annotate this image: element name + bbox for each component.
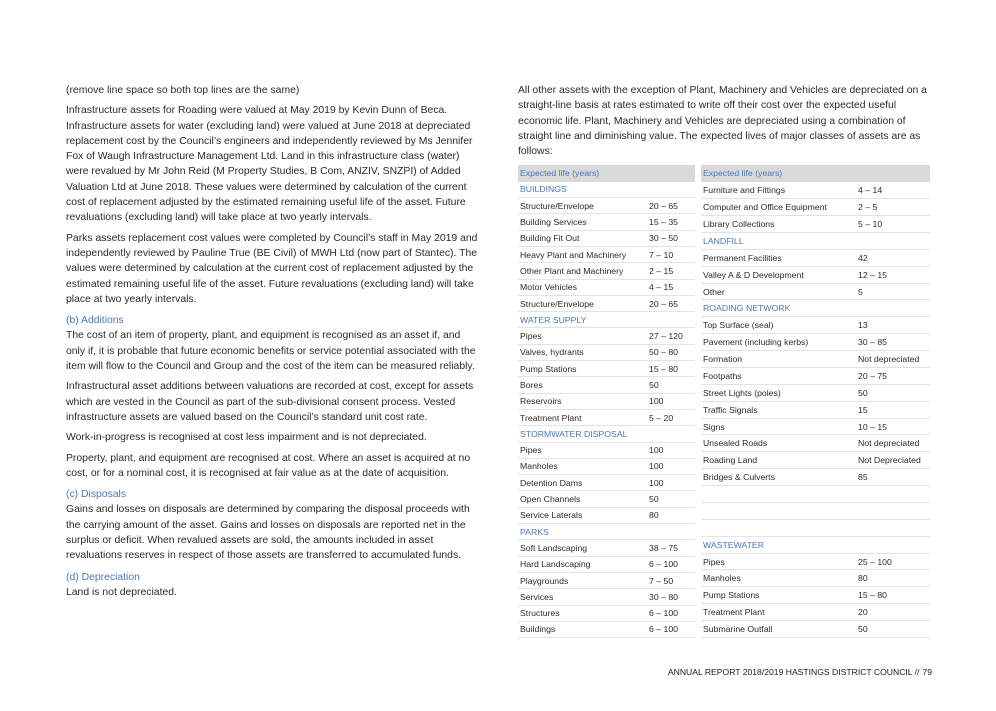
asset-class: Library Collections <box>701 216 856 233</box>
asset-class: Furniture and Fittings <box>701 182 856 199</box>
table-row <box>518 540 695 556</box>
asset-class: Computer and Office Equipment <box>701 199 856 216</box>
asset-life-table-left <box>518 165 695 638</box>
asset-class: Top Surface (seal) <box>701 317 856 334</box>
expected-life-value: 20 – 75 <box>856 367 930 384</box>
expected-life-value: 50 <box>647 491 695 507</box>
asset-class: Building Services <box>518 214 647 230</box>
asset-class: Submarine Outfall <box>701 621 856 638</box>
table-row <box>518 556 695 572</box>
expected-life-value: 27 – 120 <box>647 328 695 344</box>
section-heading: WATER SUPPLY <box>518 312 647 328</box>
paragraph-additions-4: Property, plant, and equipment are recognised at cost. Where an asset is acquired at no cost, or for a nominal cost, it is recognised at fair value as at the date of acquisition. <box>66 452 471 479</box>
expected-life-value: 6 – 100 <box>647 605 695 621</box>
table-row <box>518 475 695 491</box>
expected-life-value <box>647 524 695 540</box>
section-heading: PARKS <box>518 524 647 540</box>
expected-life-value: 42 <box>856 249 930 266</box>
table-header-row <box>701 165 930 181</box>
table-section-row <box>518 312 695 328</box>
asset-class: Soft Landscaping <box>518 540 647 556</box>
asset-class: Other <box>701 283 856 300</box>
asset-class: Treatment Plant <box>701 604 856 621</box>
expected-life-value: 15 <box>856 401 930 418</box>
table-row <box>518 491 695 507</box>
table-row <box>701 351 930 368</box>
table-row <box>701 486 930 503</box>
asset-class: Building Fit Out <box>518 230 647 246</box>
table-section-row <box>701 300 930 317</box>
asset-class: Pipes <box>518 328 647 344</box>
expected-life-value: 4 – 14 <box>856 182 930 199</box>
asset-class: Playgrounds <box>518 572 647 588</box>
expected-life-value <box>647 181 695 197</box>
expected-life-value: 15 – 35 <box>647 214 695 230</box>
expected-life-value: 7 – 50 <box>647 572 695 588</box>
expected-life-value: 100 <box>647 393 695 409</box>
table-row <box>518 246 695 262</box>
asset-class: Open Channels <box>518 491 647 507</box>
expected-life-value: 30 – 85 <box>856 334 930 351</box>
expected-life-value: 13 <box>856 317 930 334</box>
asset-class: Structures <box>518 605 647 621</box>
paragraph-additions-1: The cost of an item of property, plant, and equipment is recognised as an asset if, and only if, it is probable that future economic benefits or service potential associated with the item will flow to the Council and Group and the cost of the item can be measured reliably. <box>66 330 476 373</box>
expected-life-value: 6 – 100 <box>647 556 695 572</box>
expected-life-value <box>856 536 930 553</box>
table-row <box>701 604 930 621</box>
asset-class: Manholes <box>518 458 647 474</box>
table-row <box>518 344 695 360</box>
table-row <box>701 587 930 604</box>
table-header-row <box>518 165 695 181</box>
expected-life-value: 100 <box>647 475 695 491</box>
asset-class: Valley A & D Development <box>701 266 856 283</box>
asset-class: Formation <box>701 351 856 368</box>
asset-class: Heavy Plant and Machinery <box>518 246 647 262</box>
table-row <box>701 401 930 418</box>
editor-note: (remove line space so both top lines are the same) <box>66 85 300 96</box>
expected-life-value: 30 – 50 <box>647 230 695 246</box>
table-row <box>518 621 695 637</box>
asset-class: Expected life (years) <box>701 165 856 181</box>
table-row <box>701 519 930 536</box>
asset-class: Bores <box>518 377 647 393</box>
paragraph-additions-2: Infrastructural asset additions between valuations are recorded at cost, except for assets which are vested in the Council as part of the sub-divisional consent process. Vested infrastructure assets are valued based on the Council’s standard unit cost rate. <box>66 381 474 423</box>
table-row <box>518 295 695 311</box>
expected-life-value: 38 – 75 <box>647 540 695 556</box>
expected-life-value: 15 – 80 <box>856 587 930 604</box>
expected-life-value: Not depreciated <box>856 351 930 368</box>
asset-class: Expected life (years) <box>518 165 647 181</box>
expected-life-value: 80 <box>856 570 930 587</box>
heading-additions: (b) Additions <box>66 315 124 327</box>
expected-life-value: 12 – 15 <box>856 266 930 283</box>
expected-life-value: 20 – 65 <box>647 198 695 214</box>
table-row <box>701 199 930 216</box>
section-heading: BUILDINGS <box>518 181 647 197</box>
expected-life-value: Not Depreciated <box>856 452 930 469</box>
table-row <box>701 553 930 570</box>
left-column <box>66 83 478 605</box>
table-row <box>518 214 695 230</box>
section-heading: LANDFILL <box>701 232 856 249</box>
expected-life-value: 100 <box>647 458 695 474</box>
asset-class: Unsealed Roads <box>701 435 856 452</box>
expected-life-value <box>856 519 930 536</box>
expected-life-value: 7 – 10 <box>647 246 695 262</box>
table-row <box>518 328 695 344</box>
table-row <box>518 507 695 523</box>
asset-class: Manholes <box>701 570 856 587</box>
table-row <box>518 263 695 279</box>
table-row <box>701 367 930 384</box>
table-row <box>701 570 930 587</box>
asset-class: Reservoirs <box>518 393 647 409</box>
expected-life-value <box>647 312 695 328</box>
table-row <box>518 458 695 474</box>
table-section-row <box>701 232 930 249</box>
expected-life-value: 4 – 15 <box>647 279 695 295</box>
page-footer <box>668 667 932 677</box>
expected-life-value: 20 <box>856 604 930 621</box>
heading-depreciation: (d) Depreciation <box>66 571 140 583</box>
expected-life-value: 15 – 80 <box>647 361 695 377</box>
expected-life-value <box>856 232 930 249</box>
asset-class: Pump Stations <box>518 361 647 377</box>
section-heading: ROADING NETWORK <box>701 300 856 317</box>
table-row <box>518 442 695 458</box>
table-row <box>518 198 695 214</box>
expected-life-value: 10 – 15 <box>856 418 930 435</box>
expected-life-value <box>856 165 930 181</box>
table-row <box>518 605 695 621</box>
asset-class: Pump Stations <box>701 587 856 604</box>
expected-life-value: 5 – 10 <box>856 216 930 233</box>
expected-life-value: 50 <box>856 621 930 638</box>
table-row <box>518 409 695 425</box>
table-row <box>701 283 930 300</box>
asset-class: Structure/Envelope <box>518 198 647 214</box>
expected-life-value: 50 – 80 <box>647 344 695 360</box>
table-row <box>701 469 930 486</box>
asset-life-table-right <box>701 165 930 638</box>
table-row <box>701 334 930 351</box>
expected-life-value: 80 <box>647 507 695 523</box>
table-row <box>701 317 930 334</box>
expected-life-value: 100 <box>647 442 695 458</box>
heading-disposals: (c) Disposals <box>66 489 127 501</box>
expected-life-value <box>647 426 695 442</box>
expected-life-value <box>856 300 930 317</box>
expected-life-value <box>856 502 930 519</box>
table-row <box>518 377 695 393</box>
asset-class: Hard Landscaping <box>518 556 647 572</box>
expected-life-value <box>647 165 695 181</box>
asset-class <box>701 519 856 536</box>
section-heading: STORMWATER DISPOSAL <box>518 426 647 442</box>
table-row <box>701 418 930 435</box>
expected-life-value: Not depreciated <box>856 435 930 452</box>
asset-class: Detention Dams <box>518 475 647 491</box>
footer-title: ANNUAL REPORT 2018/2019 HASTINGS DISTRICT COUNCIL // <box>667 667 920 677</box>
expected-life-value: 25 – 100 <box>856 553 930 570</box>
table-section-row <box>518 524 695 540</box>
asset-class: Footpaths <box>701 367 856 384</box>
table-row <box>701 266 930 283</box>
asset-class: Pavement (including kerbs) <box>701 334 856 351</box>
paragraph-additions-3: Work-in-progress is recognised at cost less impairment and is not depreciated. <box>66 432 427 444</box>
asset-class: Valves, hydrants <box>518 344 647 360</box>
table-row <box>701 384 930 401</box>
expected-life-value: 5 – 20 <box>647 409 695 425</box>
table-row <box>518 279 695 295</box>
expected-life-value: 6 – 100 <box>647 621 695 637</box>
asset-class: Buildings <box>518 621 647 637</box>
paragraph-depreciation: Land is not depreciated. <box>66 586 177 598</box>
expected-life-value <box>856 486 930 503</box>
table-row <box>701 216 930 233</box>
asset-class: Pipes <box>701 553 856 570</box>
table-row <box>518 230 695 246</box>
table-section-row <box>518 181 695 197</box>
asset-class: Structure/Envelope <box>518 295 647 311</box>
expected-life-value: 50 <box>647 377 695 393</box>
expected-life-value: 5 <box>856 283 930 300</box>
table-section-row <box>701 536 930 553</box>
asset-class: Treatment Plant <box>518 409 647 425</box>
paragraph-infrastructure-valuation: Infrastructure assets for Roading were valued at May 2019 by Kevin Dunn of Beca. Infrastructure assets for water (excluding land) were valued at June 2018 at depreciated replacement cost by the Council’s engineers and independently reviewed by Ms Jennifer Fox of Waugh Infrastructure Management Ltd. Land in this infrastructure class (water) were revalued by Mr John Reid (M Property Studies, B Com, ANZIV, SNZPI) of Added Valuation Ltd at June 2018. These values were determined by calculation of the current cost of replacement adjusted by the estimated remaining useful life of the asset. Future revaluations (excluding land) will take place at two yearly intervals. <box>66 105 473 224</box>
expected-life-value: 30 – 80 <box>647 589 695 605</box>
page-number: 79 <box>922 667 932 677</box>
asset-class: Bridges & Culverts <box>701 469 856 486</box>
table-row <box>518 572 695 588</box>
table-row <box>701 621 930 638</box>
paragraph-depreciation-method: All other assets with the exception of Plant, Machinery and Vehicles are depreciated on a straight-line basis at rates estimated to write off their cost over the expected useful economic life. Plant, Machinery and Vehicles are depreciated using a combination of straight line and diminishing value. The expected lives of major classes of assets are as follows: <box>518 85 927 158</box>
expected-life-value: 2 – 15 <box>647 263 695 279</box>
table-row <box>518 361 695 377</box>
asset-class: Services <box>518 589 647 605</box>
asset-class: Other Plant and Machinery <box>518 263 647 279</box>
asset-class: Pipes <box>518 442 647 458</box>
right-column <box>518 83 930 638</box>
asset-class: Street Lights (poles) <box>701 384 856 401</box>
asset-class: Service Laterals <box>518 507 647 523</box>
table-section-row <box>518 426 695 442</box>
asset-class: Permanent Facilities <box>701 249 856 266</box>
asset-class: Signs <box>701 418 856 435</box>
expected-life-value: 50 <box>856 384 930 401</box>
asset-life-tables <box>518 165 930 638</box>
asset-class: Traffic Signals <box>701 401 856 418</box>
table-row <box>701 502 930 519</box>
table-row <box>701 249 930 266</box>
expected-life-value: 85 <box>856 469 930 486</box>
table-row <box>518 589 695 605</box>
table-row <box>701 435 930 452</box>
asset-class <box>701 502 856 519</box>
asset-class <box>701 486 856 503</box>
table-row <box>701 182 930 199</box>
paragraph-disposals: Gains and losses on disposals are determined by comparing the disposal proceeds with the carrying amount of the asset. Gains and losses on disposals are reported net in the surplus or deficit. When revalued assets are sold, the amounts included in asset revaluations reserves in respect of those assets are transferred to accumulated funds. <box>66 504 470 562</box>
section-heading: WASTEWATER <box>701 536 856 553</box>
expected-life-value: 20 – 65 <box>647 295 695 311</box>
asset-class: Roading Land <box>701 452 856 469</box>
paragraph-parks-valuation: Parks assets replacement cost values were completed by Council’s staff in May 2019 and independently reviewed by Pauline True (BE Civil) of MWH Ltd (now part of Stantec). The values were determined by calculation at the current cost of replacement adjusted by the estimated remaining useful life of the asset. Future revaluations (excluding land) will take place at two yearly intervals. <box>66 232 478 305</box>
expected-life-value: 2 – 5 <box>856 199 930 216</box>
table-row <box>701 452 930 469</box>
asset-class: Motor Vehicles <box>518 279 647 295</box>
table-row <box>518 393 695 409</box>
